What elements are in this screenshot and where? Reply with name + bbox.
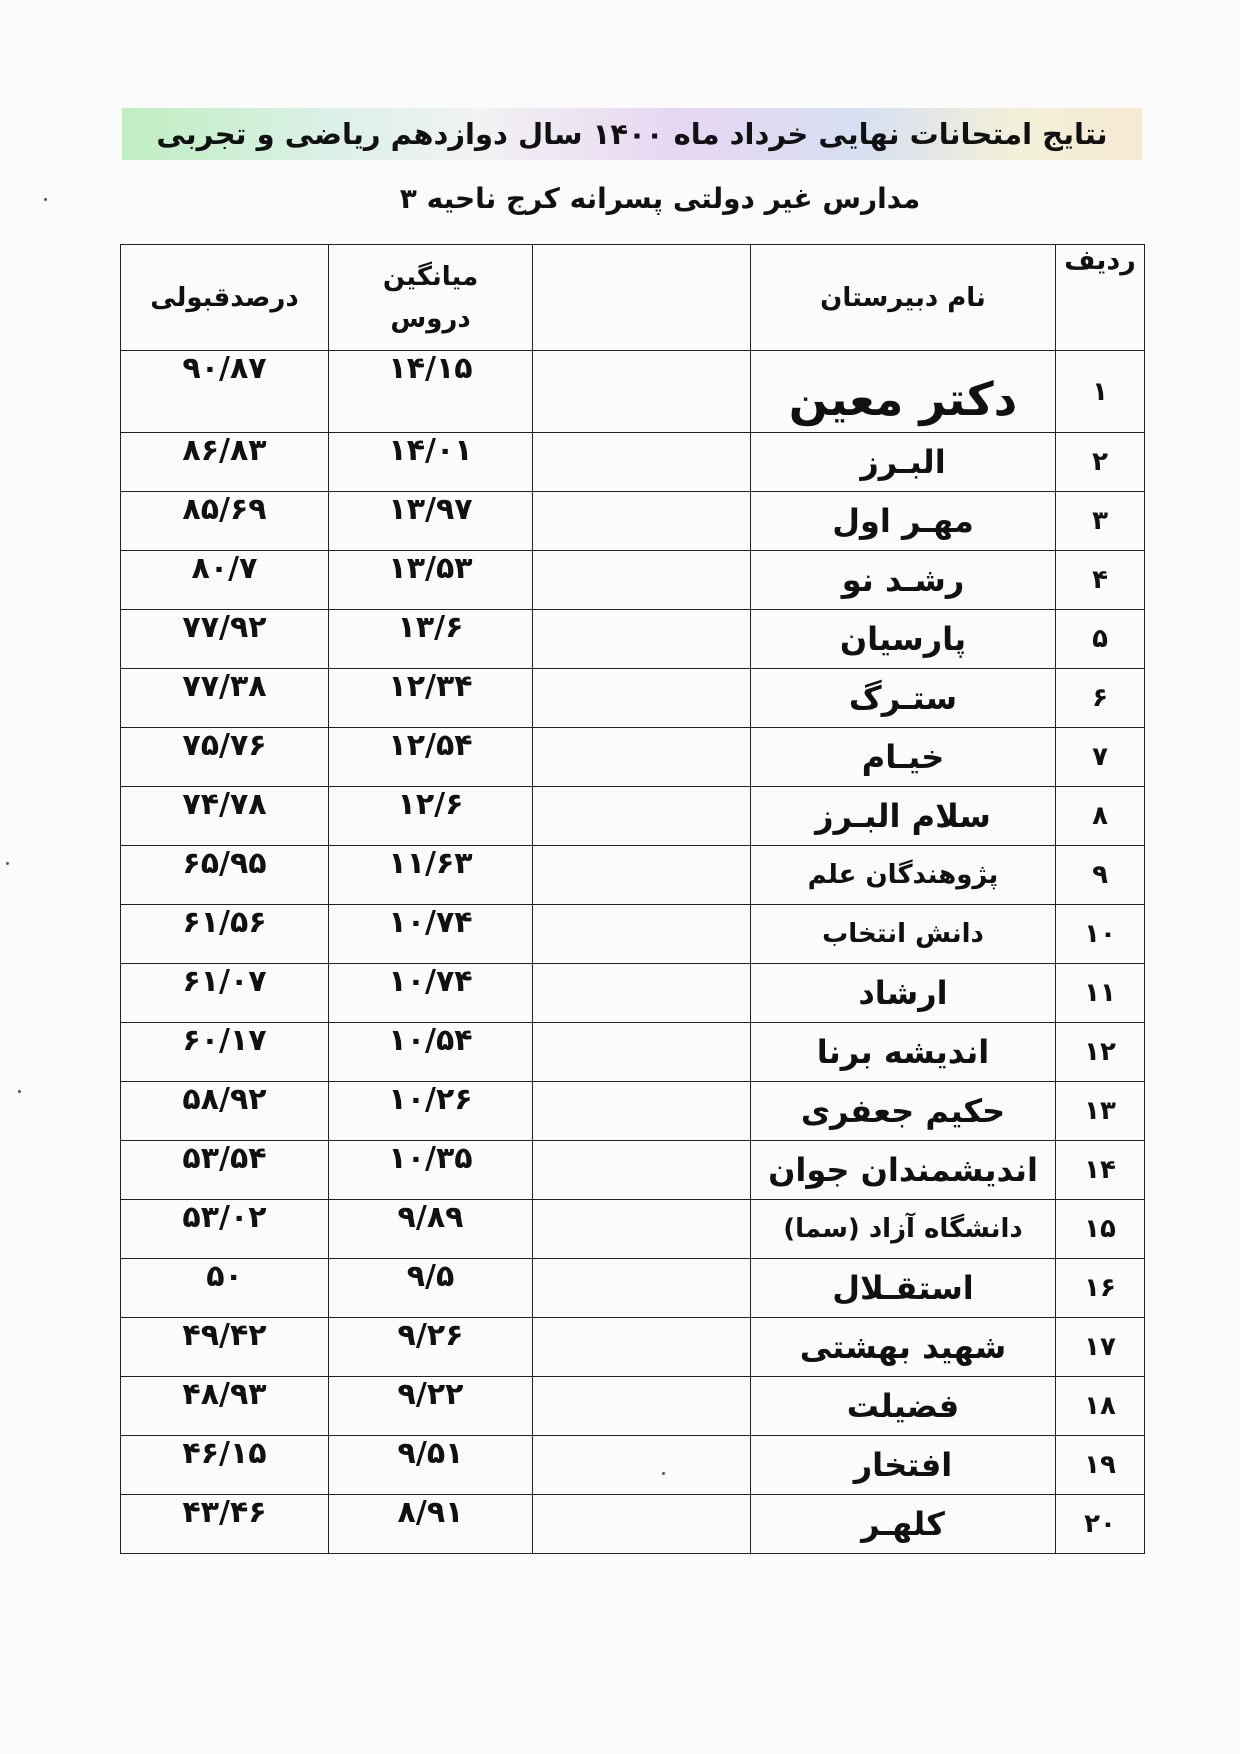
average-cell: ۹/۸۹	[329, 1200, 533, 1259]
rank-cell: ۱	[1056, 351, 1145, 433]
rank-cell: ۱۴	[1056, 1141, 1145, 1200]
blank-cell	[533, 1495, 751, 1554]
table-row	[121, 551, 1145, 610]
header-average-line1: میانگین	[382, 261, 479, 292]
acceptance-cell: ۶۱/۵۶	[121, 905, 329, 964]
table-row	[121, 1436, 1145, 1495]
rank-cell: ۱۲	[1056, 1023, 1145, 1082]
acceptance-cell: ۹۰/۸۷	[121, 351, 329, 433]
average-cell: ۱۲/۵۴	[329, 728, 533, 787]
school-name-cell: حکیم جعفری	[751, 1082, 1056, 1141]
average-cell: ۹/۵	[329, 1259, 533, 1318]
table-row	[121, 1023, 1145, 1082]
school-name-cell: دانش انتخاب	[751, 905, 1056, 964]
table-row	[121, 1495, 1145, 1554]
blank-cell	[533, 728, 751, 787]
table-row	[121, 1082, 1145, 1141]
acceptance-cell: ۶۵/۹۵	[121, 846, 329, 905]
acceptance-cell: ۸۶/۸۳	[121, 433, 329, 492]
header-average	[329, 245, 533, 351]
scan-speck	[6, 862, 9, 865]
average-cell: ۱۳/۶	[329, 610, 533, 669]
school-name-cell: پژوهندگان علم	[751, 846, 1056, 905]
acceptance-cell: ۵۳/۰۲	[121, 1200, 329, 1259]
school-name-cell: دانشگاه آزاد (سما)	[751, 1200, 1056, 1259]
school-name-cell: استقـلال	[751, 1259, 1056, 1318]
acceptance-cell: ۷۴/۷۸	[121, 787, 329, 846]
acceptance-cell: ۷۷/۹۲	[121, 610, 329, 669]
average-cell: ۱۳/۵۳	[329, 551, 533, 610]
average-cell: ۱۱/۶۳	[329, 846, 533, 905]
acceptance-cell: ۵۸/۹۲	[121, 1082, 329, 1141]
average-cell: ۱۰/۳۵	[329, 1141, 533, 1200]
rank-cell: ۵	[1056, 610, 1145, 669]
scan-speck	[662, 1472, 665, 1475]
rank-cell: ۱۷	[1056, 1318, 1145, 1377]
blank-cell	[533, 551, 751, 610]
rank-cell: ۱۹	[1056, 1436, 1145, 1495]
rank-cell: ۲۰	[1056, 1495, 1145, 1554]
average-cell: ۱۴/۱۵	[329, 351, 533, 433]
blank-cell	[533, 1082, 751, 1141]
rank-cell: ۲	[1056, 433, 1145, 492]
school-name-cell: اندیشه برنا	[751, 1023, 1056, 1082]
blank-cell	[533, 610, 751, 669]
table-row	[121, 351, 1145, 433]
school-name-cell: سلام البـرز	[751, 787, 1056, 846]
acceptance-cell: ۸۰/۷	[121, 551, 329, 610]
blank-cell	[533, 433, 751, 492]
table-row	[121, 1200, 1145, 1259]
rank-cell: ۱۳	[1056, 1082, 1145, 1141]
school-name-cell: پارسیان	[751, 610, 1056, 669]
rank-cell: ۳	[1056, 492, 1145, 551]
blank-cell	[533, 1377, 751, 1436]
header-rank: ردیف	[1056, 245, 1145, 351]
table-row	[121, 905, 1145, 964]
table-row	[121, 787, 1145, 846]
page-subtitle: مدارس غیر دولتی پسرانه کرج ناحیه ۳	[399, 182, 921, 215]
blank-cell	[533, 1259, 751, 1318]
table-row	[121, 728, 1145, 787]
school-name-cell: رشـد نو	[751, 551, 1056, 610]
header-acceptance: درصدقبولی	[121, 245, 329, 351]
school-name-cell: دکتر معین	[751, 351, 1056, 433]
header-average-line2: دروس	[390, 303, 471, 334]
header-school-name: نام دبیرستان	[751, 245, 1056, 351]
average-cell: ۱۲/۶	[329, 787, 533, 846]
acceptance-cell: ۷۵/۷۶	[121, 728, 329, 787]
table-header-row	[121, 245, 1145, 351]
average-cell: ۱۰/۵۴	[329, 1023, 533, 1082]
rank-cell: ۶	[1056, 669, 1145, 728]
table-row	[121, 492, 1145, 551]
results-table	[120, 244, 1145, 1554]
acceptance-cell: ۴۹/۴۲	[121, 1318, 329, 1377]
page-title: نتایج امتحانات نهایی خرداد ماه ۱۴۰۰ سال دوازدهم ریاضی و تجربی	[122, 108, 1142, 160]
scan-speck	[44, 198, 47, 201]
table-row	[121, 964, 1145, 1023]
rank-cell: ۱۰	[1056, 905, 1145, 964]
average-cell: ۱۰/۷۴	[329, 905, 533, 964]
blank-cell	[533, 1141, 751, 1200]
blank-cell	[533, 846, 751, 905]
blank-cell	[533, 905, 751, 964]
average-cell: ۹/۵۱	[329, 1436, 533, 1495]
rank-cell: ۹	[1056, 846, 1145, 905]
scan-speck	[18, 1090, 21, 1093]
table-row	[121, 1377, 1145, 1436]
school-name-cell: ارشاد	[751, 964, 1056, 1023]
school-name-cell: شهید بهشتی	[751, 1318, 1056, 1377]
table-row	[121, 610, 1145, 669]
acceptance-cell: ۵۳/۵۴	[121, 1141, 329, 1200]
table-row	[121, 433, 1145, 492]
average-cell: ۹/۲۲	[329, 1377, 533, 1436]
rank-cell: ۸	[1056, 787, 1145, 846]
rank-cell: ۱۱	[1056, 964, 1145, 1023]
blank-cell	[533, 1023, 751, 1082]
school-name-cell: خیـام	[751, 728, 1056, 787]
acceptance-cell: ۴۸/۹۳	[121, 1377, 329, 1436]
blank-cell	[533, 1200, 751, 1259]
acceptance-cell: ۸۵/۶۹	[121, 492, 329, 551]
blank-cell	[533, 492, 751, 551]
blank-cell	[533, 351, 751, 433]
blank-cell	[533, 1436, 751, 1495]
blank-cell	[533, 1318, 751, 1377]
average-cell: ۱۰/۲۶	[329, 1082, 533, 1141]
table-body	[121, 351, 1145, 1554]
average-cell: ۱۳/۹۷	[329, 492, 533, 551]
school-name-cell: فضیلت	[751, 1377, 1056, 1436]
acceptance-cell: ۷۷/۳۸	[121, 669, 329, 728]
table-row	[121, 669, 1145, 728]
average-cell: ۸/۹۱	[329, 1495, 533, 1554]
table-row	[121, 1141, 1145, 1200]
average-cell: ۱۴/۰۱	[329, 433, 533, 492]
school-name-cell: ستـرگ	[751, 669, 1056, 728]
blank-cell	[533, 669, 751, 728]
rank-cell: ۴	[1056, 551, 1145, 610]
school-name-cell: مهـر اول	[751, 492, 1056, 551]
rank-cell: ۱۵	[1056, 1200, 1145, 1259]
school-name-cell: البـرز	[751, 433, 1056, 492]
rank-cell: ۱۶	[1056, 1259, 1145, 1318]
blank-cell	[533, 964, 751, 1023]
school-name-cell: کلهـر	[751, 1495, 1056, 1554]
table-row	[121, 846, 1145, 905]
school-name-cell: اندیشمندان جوان	[751, 1141, 1056, 1200]
school-name-cell: افتخار	[751, 1436, 1056, 1495]
table-row	[121, 1259, 1145, 1318]
average-cell: ۱۲/۳۴	[329, 669, 533, 728]
acceptance-cell: ۴۳/۴۶	[121, 1495, 329, 1554]
rank-cell: ۱۸	[1056, 1377, 1145, 1436]
acceptance-cell: ۶۰/۱۷	[121, 1023, 329, 1082]
average-cell: ۹/۲۶	[329, 1318, 533, 1377]
acceptance-cell: ۴۶/۱۵	[121, 1436, 329, 1495]
acceptance-cell: ۶۱/۰۷	[121, 964, 329, 1023]
acceptance-cell: ۵۰	[121, 1259, 329, 1318]
average-cell: ۱۰/۷۴	[329, 964, 533, 1023]
rank-cell: ۷	[1056, 728, 1145, 787]
table-row	[121, 1318, 1145, 1377]
header-blank	[533, 245, 751, 351]
blank-cell	[533, 787, 751, 846]
